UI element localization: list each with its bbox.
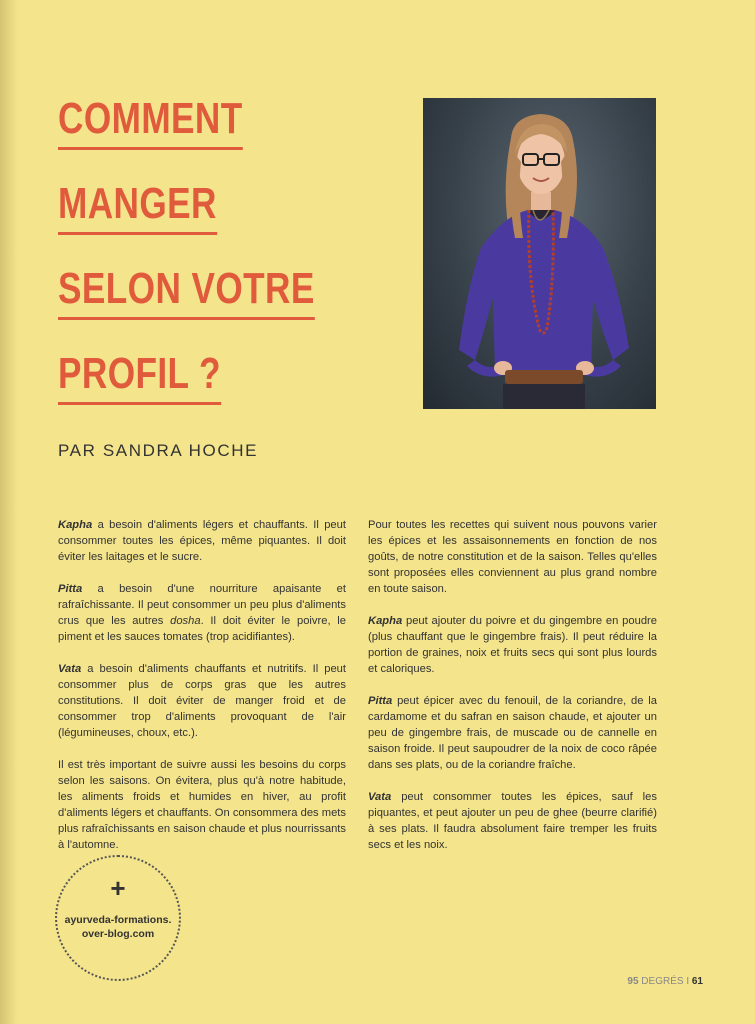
magazine-number: 95 [627, 976, 639, 987]
keyword-vata: Vata [368, 791, 392, 803]
page-folio [627, 976, 703, 987]
left-text-column [58, 517, 346, 869]
right-text-column [368, 517, 657, 869]
plus-icon: + [110, 873, 126, 903]
paragraph-pitta-spices [368, 693, 657, 773]
portrait-illustration [423, 98, 656, 409]
paragraph-kapha-spices [368, 613, 657, 677]
paragraph-text: peut ajouter du poivre et du gingembre en poudre (plus chauffant que le gingembre frais). Il peut réduire la portion de graines, noix et fruits secs qui sont plus lourds et caloriques. [368, 615, 657, 675]
author-photo [423, 98, 656, 409]
paragraph-pitta-needs [58, 581, 346, 645]
website-link-circle[interactable] [55, 855, 181, 981]
paragraph-text: peut consommer toutes les épices, sauf les piquantes, et peut ajouter un peu de ghee (beurre clarifié) à ses plats. Il faudra absolument faire tremper les fruits secs et les noix. [368, 791, 657, 851]
title-line-3: SELON VOTRE [58, 265, 315, 320]
italic-term-dosha: dosha [170, 615, 201, 627]
title-line-4: PROFIL ? [58, 350, 221, 405]
magazine-name: DEGRÉS [641, 976, 684, 987]
paragraph-recipes-intro: Pour toutes les recettes qui suivent nous pouvons varier les épices et les assaisonnements en fonction de nos goûts, de notre constitution et de la saison. Telles qu'elles sont proposées elles conviennent au plus grand nombre en toute saison. [368, 519, 657, 595]
keyword-kapha: Kapha [58, 519, 93, 531]
paragraph-text: . Il doit éviter le poivre, le piment et les sauces tomates (trop acidifiantes). [58, 615, 346, 643]
keyword-kapha: Kapha [368, 615, 403, 627]
folio-separator: I [686, 976, 690, 987]
paragraph-seasons: Il est très important de suivre aussi les besoins du corps selon les saisons. On évitera, plus qu'à notre habitude, les aliments froids et humides en hiver, au profit d'aliments légers et chauffants. On consommera des mets plus rafraîchissants en saison chaude et plus nourrissants à l'automne. [58, 759, 346, 851]
paragraph-text: peut épicer avec du fenouil, de la coriandre, de la cardamome et du safran en saison chaude, et ajouter un peu de gingembre frais, de muscade ou de cannelle en saison froide. Il peut saupoudrer de la noix de coco râpée dans ses plats, ou de la coriandre fraîche. [368, 695, 657, 771]
keyword-pitta: Pitta [58, 583, 83, 595]
paragraph-text: a besoin d'une nourriture apaisante et rafraîchissante. Il peut consommer un peu plus d'aliments crus que les autres [58, 583, 346, 627]
paragraph-vata-needs [58, 661, 346, 741]
website-url[interactable] [57, 913, 179, 941]
keyword-vata: Vata [58, 663, 82, 675]
title-line-2: MANGER [58, 180, 217, 235]
author-byline: PAR SANDRA HOCHE [58, 441, 259, 460]
paragraph-kapha-needs [58, 517, 346, 565]
page-number: 61 [691, 976, 703, 987]
paragraph-vata-spices [368, 789, 657, 853]
website-url-line-2: over-blog.com [81, 928, 155, 940]
website-url-line-1: ayurveda-formations. [64, 914, 172, 926]
keyword-pitta: Pitta [368, 695, 393, 707]
article-title [58, 95, 379, 435]
title-line-1: COMMENT [58, 95, 243, 150]
paragraph-text: a besoin d'aliments légers et chauffants. Il peut consommer toutes les épices, même piquantes. Il doit éviter les laitages et le sucre. [58, 519, 346, 563]
paragraph-text: a besoin d'aliments chauffants et nutritifs. Il peut consommer plus de corps gras que les autres constitutions. Il doit éviter de manger froid et de consommer trop d'aliments provoquant de l'air (légumineuses, choux, etc.). [58, 663, 346, 739]
page-gutter-shadow [0, 0, 18, 1024]
